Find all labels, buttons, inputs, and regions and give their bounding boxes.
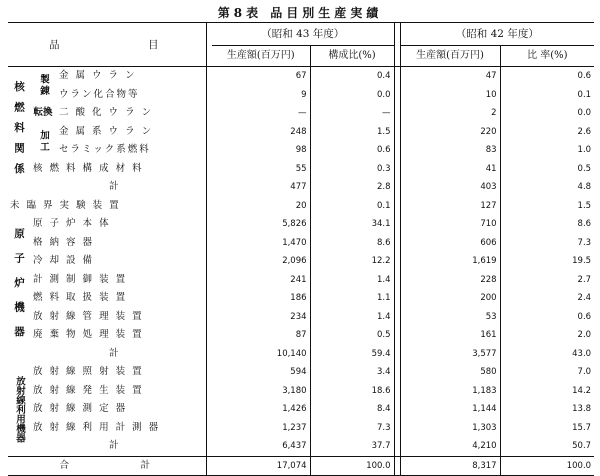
cell-c43: 3.4 <box>310 363 394 382</box>
table-row <box>8 326 594 345</box>
table-row <box>8 86 594 105</box>
cell-c42: 1.0 <box>577 145 592 156</box>
table-row <box>8 141 594 160</box>
cell-c42: 43.0 <box>572 348 592 359</box>
row-label: 放 射 線 照 射 装 置 <box>33 366 144 378</box>
cell-v43: 55 <box>212 160 310 179</box>
cell-c42: 100.0 <box>500 456 594 476</box>
cell-v43: 594 <box>212 363 310 382</box>
cell-v43: 248 <box>212 123 310 142</box>
cell-c43: — <box>310 104 394 123</box>
table-row <box>8 308 594 327</box>
table-row-total <box>8 456 594 476</box>
cell-c43: 1.4 <box>310 308 394 327</box>
table-row <box>8 67 594 86</box>
header-comp-43: 構成比(%) <box>310 46 394 67</box>
cell-c42: 0.0 <box>577 108 592 119</box>
table-row <box>8 437 594 456</box>
group-nuclear-fuel: 核燃料関係 <box>13 80 25 183</box>
row-label: 冷 却 設 備 <box>33 255 95 267</box>
row-label: 金 属 系 ウ ラ ン <box>59 125 154 137</box>
table-row <box>8 234 594 253</box>
cell-v43: 98 <box>212 141 310 160</box>
row-label: 計 測 制 御 装 置 <box>33 273 128 285</box>
cell-v42: 200 <box>400 289 500 308</box>
cell-v43: 1,426 <box>212 400 310 419</box>
cell-c43: 8.4 <box>310 400 394 419</box>
cell-c43: 59.4 <box>310 345 394 364</box>
cell-v43: 5,826 <box>212 215 310 234</box>
cell-v42: 1,303 <box>400 419 500 438</box>
header-comp-42: 比 率(%) <box>500 46 594 67</box>
row-label: 廃 棄 物 処 理 装 置 <box>33 329 144 341</box>
sub-refine: 製錬 <box>38 74 49 97</box>
row-label: 放 射 線 測 定 器 <box>33 403 128 415</box>
cell-v43: 3,180 <box>212 382 310 401</box>
cell-v42: 53 <box>400 308 500 327</box>
header-fy43: （昭和 43 年度） <box>212 23 394 46</box>
cell-c42: 0.6 <box>577 71 592 82</box>
cell-v42: 710 <box>400 215 500 234</box>
row-label: 二 酸 化 ウ ラ ン <box>59 107 154 119</box>
table-row <box>8 345 594 364</box>
cell-c43: 2.8 <box>310 178 394 197</box>
cell-c42: 13.8 <box>572 404 592 415</box>
row-label: 放 射 線 管 理 装 置 <box>33 310 144 322</box>
cell-v42: 580 <box>400 363 500 382</box>
cell-v42: 403 <box>400 178 500 197</box>
table-row <box>8 400 594 419</box>
row-label: 格 納 容 器 <box>33 236 95 248</box>
subtotal-label: 計 <box>109 347 127 359</box>
cell-c42: 2.4 <box>577 293 592 304</box>
sub-convert: 転換 <box>33 107 53 119</box>
cell-c42: 0.6 <box>577 311 592 322</box>
table-row <box>8 160 594 179</box>
group-radiation: 放射線利用機器 <box>14 376 25 443</box>
cell-c42: 8.6 <box>577 219 592 230</box>
cell-v43: 20 <box>212 197 310 216</box>
cell-v43: 234 <box>212 308 310 327</box>
cell-v43: 477 <box>212 178 310 197</box>
table-title: 第8表 品目別生産実績 <box>217 6 383 20</box>
cell-v43: 1,470 <box>212 234 310 253</box>
cell-c43: 0.6 <box>310 141 394 160</box>
subtotal-label: 計 <box>109 181 127 193</box>
cell-c42: 15.7 <box>572 422 592 433</box>
cell-c43: 0.0 <box>310 86 394 105</box>
cell-v42: 1,619 <box>400 252 500 271</box>
cell-c42: 7.3 <box>577 237 592 248</box>
row-label: セラミック系燃料 <box>59 144 151 156</box>
cell-c42: 19.5 <box>572 256 592 267</box>
row-label: 未 臨 界 実 験 装 置 <box>10 199 121 211</box>
subtotal-label: 計 <box>109 440 127 452</box>
cell-c43: 0.4 <box>310 67 394 86</box>
cell-c43: 1.5 <box>310 123 394 142</box>
cell-c42: 2.6 <box>577 126 592 137</box>
cell-v43: 241 <box>212 271 310 290</box>
cell-v42: 2 <box>400 104 500 123</box>
header-prod-43: 生産額(百万円) <box>212 46 310 67</box>
cell-v42: 4,210 <box>400 437 500 456</box>
row-label: 放 射 線 発 生 装 置 <box>33 384 144 396</box>
cell-v42: 228 <box>400 271 500 290</box>
table-row <box>8 363 594 382</box>
header-prod-42: 生産額(百万円) <box>400 46 500 67</box>
row-label: 原 子 炉 本 体 <box>33 218 111 230</box>
table-row <box>8 104 594 123</box>
cell-v42: 41 <box>400 160 500 179</box>
cell-v42: 606 <box>400 234 500 253</box>
cell-v43: 1,237 <box>212 419 310 438</box>
sub-process: 加工 <box>38 129 49 153</box>
table-row <box>8 419 594 438</box>
cell-c43: 18.6 <box>310 382 394 401</box>
cell-c42: 0.1 <box>577 89 592 100</box>
table-row <box>8 252 594 271</box>
production-table <box>8 22 594 476</box>
cell-c43: 8.6 <box>310 234 394 253</box>
table-row <box>8 289 594 308</box>
cell-v43: 2,096 <box>212 252 310 271</box>
cell-c43: 100.0 <box>310 456 394 476</box>
cell-v42: 220 <box>400 123 500 142</box>
cell-v42: 83 <box>400 141 500 160</box>
cell-c42: 0.5 <box>577 163 592 174</box>
table-row <box>8 271 594 290</box>
cell-c42: 50.7 <box>572 441 592 452</box>
cell-c43: 0.5 <box>310 326 394 345</box>
cell-c42: 2.7 <box>577 274 592 285</box>
cell-v42: 10 <box>400 86 500 105</box>
cell-v42: 127 <box>400 197 500 216</box>
row-label: 核 燃 料 構 成 材 料 <box>33 162 144 174</box>
header-item: 品 目 <box>8 23 206 67</box>
cell-v43: 67 <box>212 67 310 86</box>
row-label: 燃 料 取 扱 装 置 <box>33 292 128 304</box>
cell-c43: 34.1 <box>310 215 394 234</box>
table-row <box>8 215 594 234</box>
total-label: 合 計 <box>8 456 206 476</box>
cell-v43: 87 <box>212 326 310 345</box>
cell-c43: 1.1 <box>310 289 394 308</box>
cell-v43: 17,074 <box>212 456 310 476</box>
cell-v42: 1,183 <box>400 382 500 401</box>
cell-c42: 2.0 <box>577 330 592 341</box>
group-reactor: 原子炉機器 <box>13 227 25 351</box>
cell-c43: 12.2 <box>310 252 394 271</box>
table-row <box>8 178 594 197</box>
cell-c42: 7.0 <box>577 367 592 378</box>
header-fy42: （昭和 42 年度） <box>400 23 594 46</box>
cell-v43: 9 <box>212 86 310 105</box>
table-row <box>8 123 594 142</box>
cell-c42: 1.5 <box>577 200 592 211</box>
table-row <box>8 197 594 216</box>
row-label: 放 射 線 利 用 計 測 器 <box>33 421 161 433</box>
cell-v43: 10,140 <box>212 345 310 364</box>
row-label: 金 属 ウ ラ ン <box>59 70 137 82</box>
cell-v42: 1,144 <box>400 400 500 419</box>
row-label: ウラン化合物等 <box>59 88 140 100</box>
cell-c43: 0.3 <box>310 160 394 179</box>
cell-c43: 7.3 <box>310 419 394 438</box>
table-row <box>8 382 594 401</box>
cell-c42: 14.2 <box>572 385 592 396</box>
cell-c42: 4.8 <box>577 182 592 193</box>
cell-v42: 3,577 <box>400 345 500 364</box>
cell-v43: 186 <box>212 289 310 308</box>
cell-c43: 1.4 <box>310 271 394 290</box>
cell-v42: 8,317 <box>400 456 500 476</box>
cell-c43: 0.1 <box>310 197 394 216</box>
cell-c43: 37.7 <box>310 437 394 456</box>
cell-v43: 6,437 <box>212 437 310 456</box>
cell-v42: 161 <box>400 326 500 345</box>
cell-v42: 47 <box>400 67 500 86</box>
cell-v43: — <box>212 104 310 123</box>
